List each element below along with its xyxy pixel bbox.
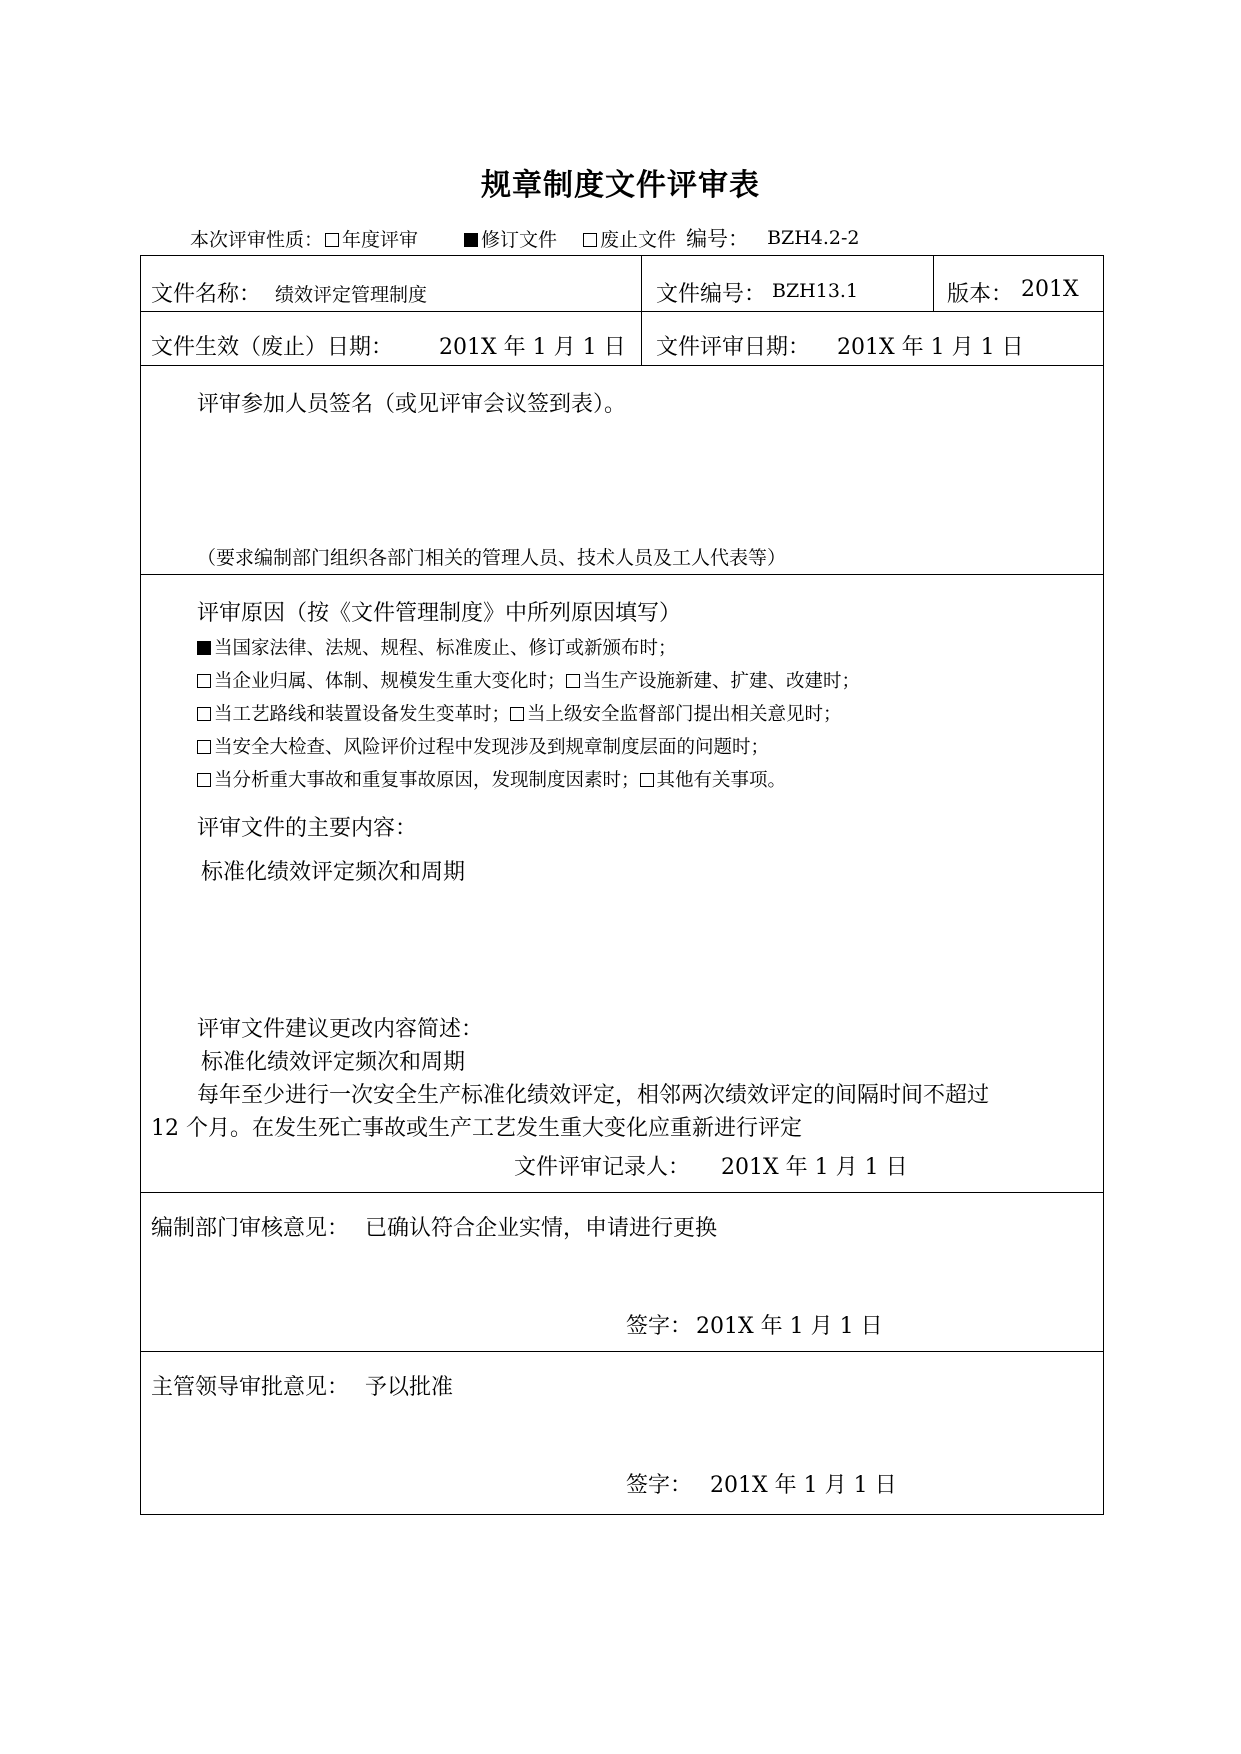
suggestion-text: 标准化绩效评定频次和周期 — [201, 1050, 466, 1075]
option-abolish-file[interactable]: 废止文件 — [583, 225, 676, 252]
checkbox-icon[interactable] — [197, 641, 211, 655]
reason-line — [197, 634, 677, 660]
divider — [933, 256, 934, 311]
recorder-label: 文件评审记录人： — [514, 1155, 691, 1180]
reason-option[interactable]: 当分析重大事故和重复事故原因，发现制度因素时； — [197, 770, 640, 791]
version-label: 版本： — [947, 282, 1014, 307]
dept-sign-label: 签字： — [626, 1314, 693, 1339]
divider — [141, 1351, 1103, 1352]
leader-sign-label: 签字： — [626, 1473, 693, 1498]
reason-option[interactable]: 当安全大检查、风险评价过程中发现涉及到规章制度层面的问题时； — [197, 737, 769, 758]
recorder-date: 201X 年 1 月 1 日 — [721, 1155, 908, 1180]
checkbox-icon[interactable] — [197, 740, 211, 754]
main-content-heading: 评审文件的主要内容： — [197, 816, 418, 841]
reason-option[interactable]: 当工艺路线和装置设备发生变革时； — [197, 704, 510, 725]
divider — [141, 1192, 1103, 1193]
review-nature-line — [190, 223, 860, 253]
form-number-value: BZH4.2-2 — [767, 227, 860, 249]
reasons-heading: 评审原因（按《文件管理制度》中所列原因填写） — [197, 601, 682, 626]
checkbox-icon[interactable] — [197, 707, 211, 721]
suggestion-text: 12 个月。在发生死亡事故或生产工艺发生重大变化应重新进行评定 — [151, 1116, 802, 1141]
divider — [141, 574, 1103, 575]
review-form — [140, 255, 1104, 1515]
main-content-value: 标准化绩效评定频次和周期 — [201, 860, 466, 885]
form-number-label: 编号： — [686, 227, 750, 251]
page-title: 规章制度文件评审表 — [481, 168, 760, 203]
reason-line — [197, 733, 769, 759]
review-date-label: 文件评审日期： — [656, 335, 811, 360]
reason-option[interactable]: 当企业归属、体制、规模发生重大变化时； — [197, 671, 566, 692]
checkbox-icon[interactable] — [566, 674, 580, 688]
participants-heading: 评审参加人员签名（或见评审会议签到表）。 — [197, 392, 627, 417]
checkbox-icon[interactable] — [464, 233, 478, 247]
checkbox-icon[interactable] — [510, 707, 524, 721]
checkbox-icon[interactable] — [197, 674, 211, 688]
reason-line — [197, 700, 842, 726]
effective-date-value: 201X 年 1 月 1 日 — [439, 335, 626, 360]
leader-approval-label: 主管领导审批意见： — [151, 1375, 350, 1400]
option-annual-review[interactable]: 年度评审 — [325, 225, 418, 252]
leader-approval-value: 予以批准 — [365, 1375, 454, 1400]
review-date-value: 201X 年 1 月 1 日 — [837, 335, 1024, 360]
dept-sign-date: 201X 年 1 月 1 日 — [696, 1314, 883, 1339]
divider — [141, 311, 1103, 312]
reason-line — [197, 766, 786, 792]
reason-option[interactable]: 当上级安全监督部门提出相关意见时； — [510, 704, 842, 725]
reason-option[interactable]: 其他有关事项。 — [640, 770, 787, 791]
checkbox-icon[interactable] — [640, 773, 654, 787]
version-value: 201X — [1021, 277, 1079, 302]
participants-note: （要求编制部门组织各部门相关的管理人员、技术人员及工人代表等） — [197, 547, 787, 569]
divider — [141, 365, 1103, 366]
review-nature-label: 本次评审性质： — [190, 228, 324, 251]
reason-option[interactable]: 当国家法律、法规、规程、标准废止、修订或新颁布时； — [197, 638, 677, 659]
checkbox-icon[interactable] — [583, 233, 597, 247]
checkbox-icon[interactable] — [197, 773, 211, 787]
dept-review-value: 已确认符合企业实情，申请进行更换 — [365, 1216, 718, 1241]
reason-line — [197, 667, 860, 693]
file-name-label: 文件名称： — [151, 282, 262, 307]
file-code-label: 文件编号： — [656, 282, 767, 307]
file-name-value: 绩效评定管理制度 — [275, 284, 428, 306]
suggestion-text: 每年至少进行一次安全生产标准化绩效评定，相邻两次绩效评定的间隔时间不超过 — [197, 1083, 990, 1108]
option-revise-file[interactable]: 修订文件 — [464, 225, 557, 252]
suggestions-heading: 评审文件建议更改内容简述： — [197, 1017, 484, 1042]
reason-option[interactable]: 当生产设施新建、扩建、改建时； — [566, 671, 861, 692]
effective-date-label: 文件生效（废止）日期： — [151, 335, 394, 360]
dept-review-label: 编制部门审核意见： — [151, 1216, 350, 1241]
file-code-value: BZH13.1 — [772, 280, 859, 302]
leader-sign-date: 201X 年 1 月 1 日 — [710, 1473, 897, 1498]
checkbox-icon[interactable] — [325, 233, 339, 247]
